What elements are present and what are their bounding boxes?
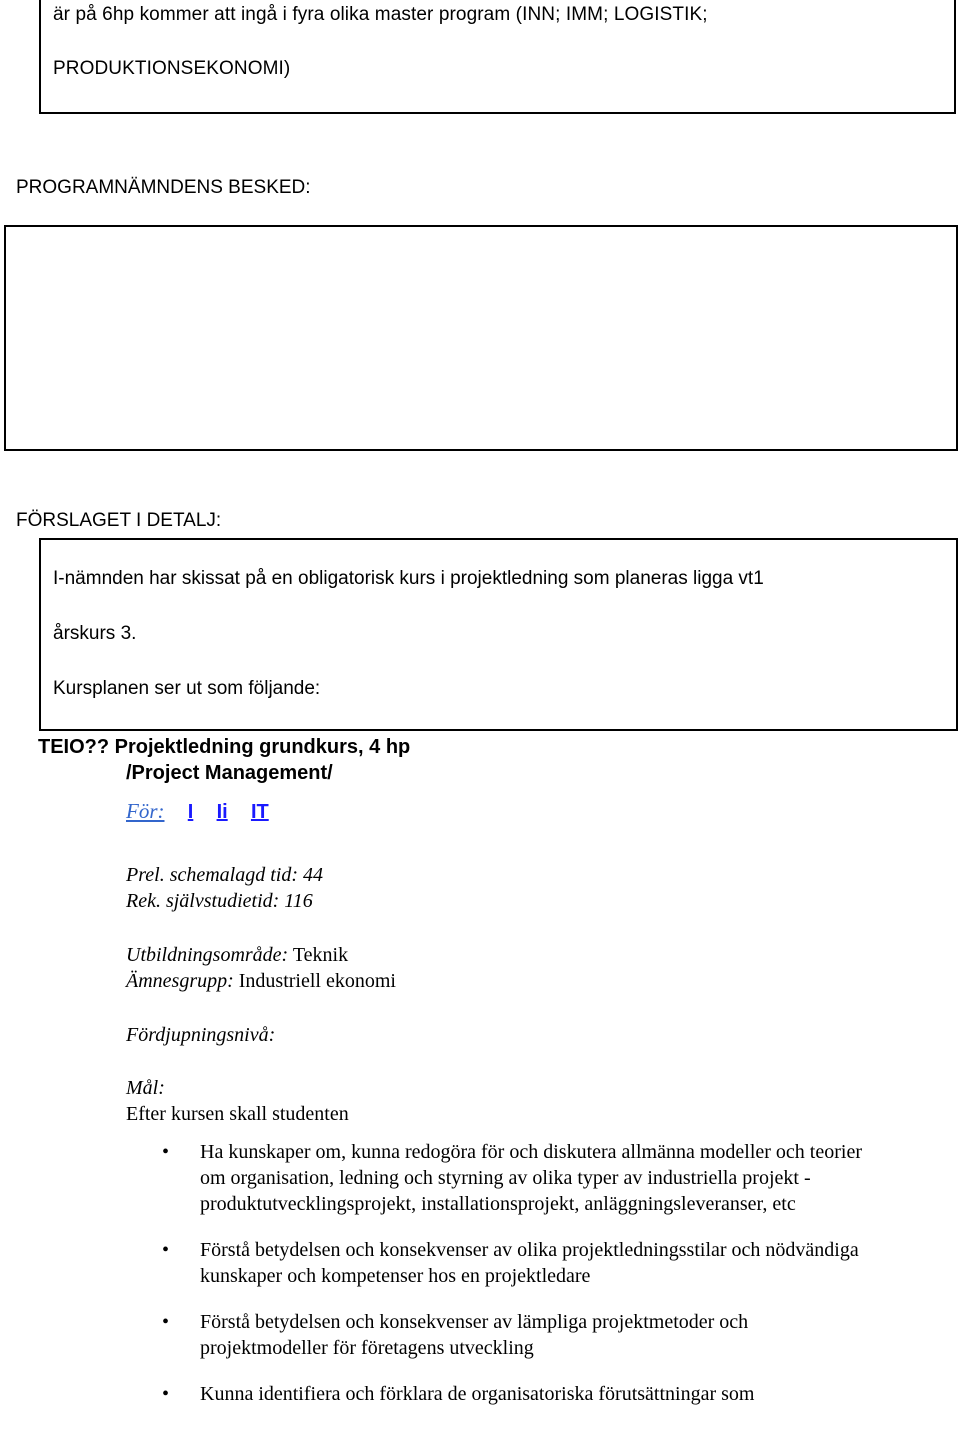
goal-text: Kunna identifiera och förklara de organisatoriska förutsättningar som [200,1383,755,1405]
area-row [126,944,348,967]
decision-heading: PROGRAMNÄMNDENS BESKED: [16,177,311,198]
area-value: Teknik [288,944,349,966]
list-item [160,1237,880,1289]
for-label: För: [126,799,165,823]
bullet-icon: • [162,1383,170,1405]
list-item [160,1139,880,1217]
list-item [160,1381,880,1407]
goal-intro: Efter kursen skall studenten [126,1103,349,1125]
decision-box[interactable] [4,225,958,451]
goal-text: Förstå betydelsen och konsekvenser av lämpliga projektmetoder och projektmodeller för företagens utveckling [200,1311,749,1359]
course-english-title: /Project Management/ [126,762,333,784]
program-link-i[interactable]: I [187,801,194,823]
program-link-it[interactable]: IT [250,801,269,823]
goal-label: Mål: [126,1077,165,1099]
program-link-ii[interactable]: Ii [216,801,228,823]
top-box-line-1: är på 6hp kommer att ingå i fyra olika master program (INN; IMM; LOGISTIK; [53,4,708,25]
detail-heading: FÖRSLAGET I DETALJ: [16,510,222,531]
detail-box-line-3: Kursplanen ser ut som följande: [53,678,321,699]
depth-label: Fördjupningsnivå: [126,1024,276,1046]
goal-text: Ha kunskaper om, kunna redogöra för och diskutera allmänna modeller och teorier om organisation, ledning och styrning av olika typer av industriella projekt - produktutvecklingsprojekt, installationsprojekt, anläggningsleveranser, etc [200,1141,862,1215]
bullet-icon: • [162,1141,170,1163]
subject-label: Ämnesgrupp: [126,970,234,992]
subject-row [126,970,396,993]
list-item [160,1309,880,1361]
detail-box [39,538,958,731]
self-study-hours: Rek. självstudietid: 116 [126,890,313,912]
top-box-line-2: PRODUKTIONSEKONOMI) [53,58,291,79]
area-label: Utbildningsområde: [126,944,289,966]
bullet-icon: • [162,1311,170,1333]
detail-box-line-1: I-nämnden har skissat på en obligatorisk kurs i projektledning som planeras ligga vt1 [53,568,764,589]
prel-hours: Prel. schemalagd tid: 44 [126,864,324,886]
detail-box-line-2: årskurs 3. [53,623,137,644]
program-row [126,799,269,824]
top-text-box [39,0,956,114]
subject-value: Industriell ekonomi [233,970,396,992]
goal-text: Förstå betydelsen och konsekvenser av olika projektledningsstilar och nödvändiga kunskaper och kompetenser hos en projektledare [200,1239,859,1287]
goals-list [160,1139,880,1427]
bullet-icon: • [162,1239,170,1261]
course-title: TEIO?? Projektledning grundkurs, 4 hp [38,736,411,758]
